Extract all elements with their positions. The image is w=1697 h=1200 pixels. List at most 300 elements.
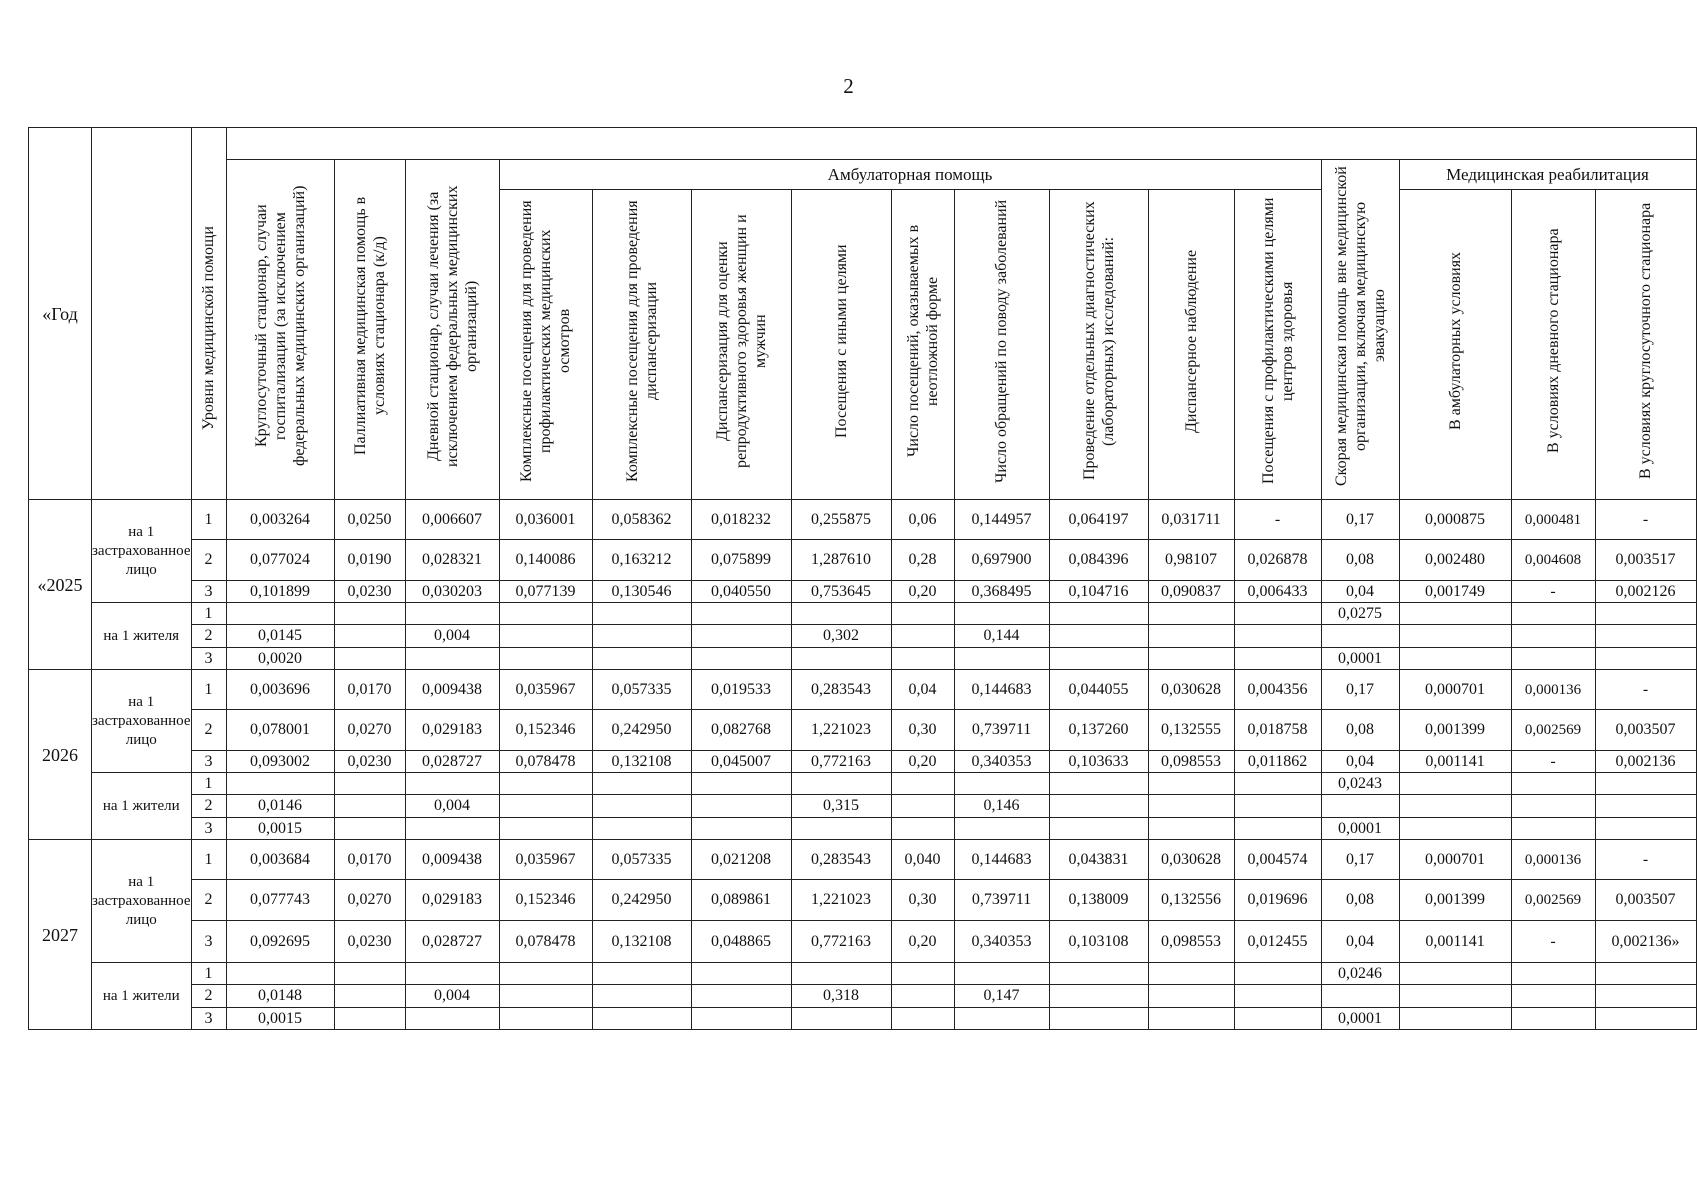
value-cell: 0,302	[791, 625, 891, 648]
value-cell	[1049, 603, 1148, 625]
value-cell: 0,001141	[1399, 921, 1511, 963]
value-cell	[954, 603, 1049, 625]
value-cell: 0,0246	[1321, 963, 1399, 985]
value-cell	[1595, 773, 1696, 795]
value-cell: 0,138009	[1049, 880, 1148, 921]
value-cell: 1,221023	[791, 710, 891, 751]
value-cell: 0,0190	[334, 540, 405, 581]
value-cell	[1148, 1008, 1234, 1030]
value-cell	[1049, 985, 1148, 1008]
table-row	[29, 773, 1697, 795]
value-cell	[691, 603, 791, 625]
value-cell: 0,0020	[226, 648, 334, 670]
value-cell: 0,0146	[226, 795, 334, 818]
value-cell: 0,003684	[226, 840, 334, 880]
value-cell: 0,0001	[1321, 818, 1399, 840]
value-cell	[405, 963, 499, 985]
value-cell: 0,132108	[592, 751, 691, 773]
value-cell	[334, 1008, 405, 1030]
value-cell	[891, 625, 954, 648]
value-cell: 0,021208	[691, 840, 791, 880]
value-cell: 0,002569	[1511, 880, 1595, 921]
value-cell: 0,0170	[334, 670, 405, 710]
value-cell	[1595, 963, 1696, 985]
value-cell: -	[1511, 921, 1595, 963]
value-cell: 0,001399	[1399, 710, 1511, 751]
value-cell: 0,003507	[1595, 880, 1696, 921]
value-cell: 0,20	[891, 581, 954, 603]
value-cell: 0,012455	[1234, 921, 1321, 963]
value-cell: -	[1595, 670, 1696, 710]
value-cell: 0,004	[405, 985, 499, 1008]
value-cell: 0,0230	[334, 581, 405, 603]
value-cell	[1399, 773, 1511, 795]
col-head-5: Диспансеризация для оценки репродуктивного здоровья женщин и мужчин	[691, 190, 791, 500]
value-cell: 0,0170	[334, 840, 405, 880]
per-resident-label: на 1 жителя	[92, 603, 192, 670]
level-cell: 1	[191, 773, 226, 795]
col-head-0: Круглосуточный стационар, случаи госпитализации (за исключением федеральных медицинских организаций)	[226, 160, 334, 500]
value-cell: 0,000701	[1399, 840, 1511, 880]
value-cell: 0,040	[891, 840, 954, 880]
per-resident-label: на 1 жители	[92, 773, 192, 840]
value-cell	[691, 773, 791, 795]
value-cell: 0,739711	[954, 880, 1049, 921]
value-cell: 0,0230	[334, 921, 405, 963]
value-cell	[1049, 795, 1148, 818]
col-head-1: Паллиативная медицинская помощь в условиях стационара (к/д)	[334, 160, 405, 500]
value-cell: 0,340353	[954, 751, 1049, 773]
value-cell: 0,077139	[499, 581, 592, 603]
col-head-3: Комплексные посещения для проведения профилактических медицинских осмотров	[499, 190, 592, 500]
value-cell	[954, 773, 1049, 795]
value-cell: 0,019533	[691, 670, 791, 710]
value-cell: 0,043831	[1049, 840, 1148, 880]
value-cell: 0,000481	[1511, 500, 1595, 540]
value-cell: 0,772163	[791, 751, 891, 773]
value-cell: 0,004	[405, 795, 499, 818]
value-cell	[954, 1008, 1049, 1030]
value-cell	[791, 818, 891, 840]
value-cell: 0,146	[954, 795, 1049, 818]
value-cell	[499, 795, 592, 818]
value-cell	[1234, 625, 1321, 648]
value-cell: 0,242950	[592, 710, 691, 751]
value-cell	[1399, 1008, 1511, 1030]
value-cell	[1148, 773, 1234, 795]
value-cell	[691, 648, 791, 670]
col-head-10: Диспансерное наблюдение	[1148, 190, 1234, 500]
value-cell: 0,090837	[1148, 581, 1234, 603]
value-cell: 0,144957	[954, 500, 1049, 540]
table-row	[29, 985, 1697, 1008]
value-cell	[691, 1008, 791, 1030]
col-head-6: Посещения с иными целями	[791, 190, 891, 500]
value-cell: 0,002136»	[1595, 921, 1696, 963]
value-cell	[1321, 625, 1399, 648]
value-cell: 0,08	[1321, 710, 1399, 751]
value-cell: 0,029183	[405, 710, 499, 751]
value-cell: 0,17	[1321, 500, 1399, 540]
value-cell: 0,002136	[1595, 751, 1696, 773]
value-cell	[1511, 773, 1595, 795]
value-cell: 0,000701	[1399, 670, 1511, 710]
per-resident-label: на 1 жители	[92, 963, 192, 1030]
value-cell: 0,0275	[1321, 603, 1399, 625]
value-cell	[499, 603, 592, 625]
value-cell: 0,030628	[1148, 840, 1234, 880]
value-cell: 0,001141	[1399, 751, 1511, 773]
level-cell: 1	[191, 963, 226, 985]
col-head-12: Скорая медицинская помощь вне медицинской организации, включая медицинскую эвакуацию	[1321, 160, 1399, 500]
value-cell: 0,17	[1321, 670, 1399, 710]
value-cell: 1,287610	[791, 540, 891, 581]
level-cell: 2	[191, 540, 226, 581]
value-cell: 0,20	[891, 921, 954, 963]
table-row	[29, 963, 1697, 985]
value-cell: 0,018232	[691, 500, 791, 540]
per-insured-label: на 1 застрахованное лицо	[92, 500, 192, 603]
value-cell: 0,140086	[499, 540, 592, 581]
value-cell: 0,002569	[1511, 710, 1595, 751]
value-cell: 0,028727	[405, 751, 499, 773]
level-cell: 3	[191, 751, 226, 773]
value-cell	[592, 1008, 691, 1030]
value-cell	[954, 818, 1049, 840]
value-cell: 0,002126	[1595, 581, 1696, 603]
value-cell	[405, 603, 499, 625]
value-cell	[334, 963, 405, 985]
table-row	[29, 581, 1697, 603]
value-cell	[1511, 963, 1595, 985]
value-cell	[499, 773, 592, 795]
value-cell	[334, 773, 405, 795]
value-cell	[1595, 1008, 1696, 1030]
value-cell: 0,009438	[405, 670, 499, 710]
table-row	[29, 921, 1697, 963]
value-cell	[1148, 625, 1234, 648]
value-cell: 0,04	[1321, 921, 1399, 963]
level-cell: 1	[191, 670, 226, 710]
value-cell	[1399, 963, 1511, 985]
col-head-14: В условиях дневного стационара	[1511, 190, 1595, 500]
page-number: 2	[843, 74, 854, 98]
value-cell	[1511, 625, 1595, 648]
value-cell: 0,06	[891, 500, 954, 540]
value-cell: 0,04	[891, 670, 954, 710]
table-row	[29, 670, 1697, 710]
value-cell	[1049, 773, 1148, 795]
table-row	[29, 840, 1697, 880]
year-header: «Год	[29, 128, 92, 500]
year-cell: 2027	[29, 840, 92, 1030]
value-cell	[1399, 795, 1511, 818]
value-cell	[791, 773, 891, 795]
value-cell	[1511, 648, 1595, 670]
value-cell	[334, 985, 405, 1008]
value-cell: 0,001749	[1399, 581, 1511, 603]
value-cell: 0,035967	[499, 670, 592, 710]
value-cell: 0,20	[891, 751, 954, 773]
value-cell	[691, 795, 791, 818]
value-cell: 0,098553	[1148, 921, 1234, 963]
value-cell: 0,152346	[499, 710, 592, 751]
medical-care-volume-table	[28, 127, 1697, 1030]
value-cell	[954, 963, 1049, 985]
value-cell	[1234, 795, 1321, 818]
value-cell: -	[1511, 751, 1595, 773]
value-cell	[499, 625, 592, 648]
value-cell	[1148, 795, 1234, 818]
value-cell: 0,036001	[499, 500, 592, 540]
value-cell: 0,011862	[1234, 751, 1321, 773]
value-cell: 0,242950	[592, 880, 691, 921]
value-cell: 0,163212	[592, 540, 691, 581]
value-cell: 0,144683	[954, 840, 1049, 880]
value-cell: 0,057335	[592, 840, 691, 880]
value-cell	[1399, 985, 1511, 1008]
value-cell	[405, 818, 499, 840]
value-cell	[1234, 818, 1321, 840]
value-cell: 0,137260	[1049, 710, 1148, 751]
table-row	[29, 603, 1697, 625]
value-cell	[1049, 648, 1148, 670]
value-cell: 0,130546	[592, 581, 691, 603]
table-row	[29, 795, 1697, 818]
value-cell	[954, 648, 1049, 670]
value-cell: 0,0250	[334, 500, 405, 540]
value-cell	[1148, 985, 1234, 1008]
value-cell: 0,098553	[1148, 751, 1234, 773]
level-cell: 3	[191, 818, 226, 840]
value-cell: 0,029183	[405, 880, 499, 921]
value-cell: 0,075899	[691, 540, 791, 581]
table-row	[29, 818, 1697, 840]
value-cell: -	[1511, 581, 1595, 603]
value-cell: 0,144	[954, 625, 1049, 648]
value-cell: 0,144683	[954, 670, 1049, 710]
value-cell	[1049, 963, 1148, 985]
value-cell	[226, 603, 334, 625]
value-cell: 0,004574	[1234, 840, 1321, 880]
value-cell: 0,028321	[405, 540, 499, 581]
value-cell: 0,772163	[791, 921, 891, 963]
value-cell	[1234, 603, 1321, 625]
value-cell: 0,001399	[1399, 880, 1511, 921]
per-insured-label: на 1 застрахованное лицо	[92, 670, 192, 773]
value-cell: 0,104716	[1049, 581, 1148, 603]
value-cell: -	[1595, 840, 1696, 880]
value-cell: 0,026878	[1234, 540, 1321, 581]
value-cell: 0,057335	[592, 670, 691, 710]
value-cell	[1595, 603, 1696, 625]
value-cell	[405, 1008, 499, 1030]
value-cell	[1511, 603, 1595, 625]
value-cell: 0,092695	[226, 921, 334, 963]
value-cell: 0,078478	[499, 921, 592, 963]
value-cell: 0,058362	[592, 500, 691, 540]
value-cell: 0,030628	[1148, 670, 1234, 710]
col-head-7: Число посещений, оказываемых в неотложной форме	[891, 190, 954, 500]
value-cell	[226, 773, 334, 795]
value-cell: 0,048865	[691, 921, 791, 963]
value-cell	[691, 818, 791, 840]
value-cell: 0,0230	[334, 751, 405, 773]
unit-header	[92, 128, 192, 500]
value-cell	[691, 963, 791, 985]
level-cell: 3	[191, 1008, 226, 1030]
value-cell	[592, 795, 691, 818]
value-cell: 0,031711	[1148, 500, 1234, 540]
value-cell: 0,08	[1321, 880, 1399, 921]
value-cell	[791, 648, 891, 670]
table-row	[29, 625, 1697, 648]
level-cell: 2	[191, 985, 226, 1008]
value-cell	[891, 773, 954, 795]
value-cell: 0,002480	[1399, 540, 1511, 581]
level-cell: 3	[191, 648, 226, 670]
value-cell	[592, 818, 691, 840]
value-cell	[1234, 648, 1321, 670]
value-cell: 0,739711	[954, 710, 1049, 751]
value-cell: 0,0015	[226, 1008, 334, 1030]
value-cell: 0,30	[891, 880, 954, 921]
value-cell: 0,044055	[1049, 670, 1148, 710]
value-cell	[1595, 795, 1696, 818]
value-cell	[1321, 985, 1399, 1008]
value-cell	[1399, 818, 1511, 840]
value-cell: 0,697900	[954, 540, 1049, 581]
value-cell: 0,315	[791, 795, 891, 818]
value-cell: 0,006607	[405, 500, 499, 540]
value-cell: 1,221023	[791, 880, 891, 921]
value-cell	[1049, 1008, 1148, 1030]
value-cell	[1595, 985, 1696, 1008]
value-cell	[499, 1008, 592, 1030]
level-cell: 2	[191, 710, 226, 751]
value-cell	[592, 985, 691, 1008]
value-cell	[334, 625, 405, 648]
value-cell	[891, 1008, 954, 1030]
value-cell: 0,30	[891, 710, 954, 751]
value-cell	[1595, 648, 1696, 670]
value-cell: 0,283543	[791, 670, 891, 710]
value-cell: 0,084396	[1049, 540, 1148, 581]
value-cell: -	[1595, 500, 1696, 540]
value-cell: 0,077024	[226, 540, 334, 581]
level-cell: 2	[191, 795, 226, 818]
value-cell: -	[1234, 500, 1321, 540]
value-cell: 0,003507	[1595, 710, 1696, 751]
value-cell	[405, 773, 499, 795]
value-cell	[891, 648, 954, 670]
value-cell: 0,004608	[1511, 540, 1595, 581]
value-cell: 0,101899	[226, 581, 334, 603]
value-cell	[691, 985, 791, 1008]
value-cell: 0,078001	[226, 710, 334, 751]
value-cell	[691, 625, 791, 648]
value-cell: 0,045007	[691, 751, 791, 773]
value-cell	[1049, 818, 1148, 840]
value-cell	[334, 818, 405, 840]
level-cell: 1	[191, 840, 226, 880]
value-cell: 0,035967	[499, 840, 592, 880]
value-cell	[1511, 985, 1595, 1008]
level-cell: 2	[191, 625, 226, 648]
col-head-15: В условиях круглосуточного стационара	[1595, 190, 1696, 500]
value-cell	[791, 603, 891, 625]
value-cell: 0,0243	[1321, 773, 1399, 795]
value-cell	[405, 648, 499, 670]
value-cell: 0,0001	[1321, 648, 1399, 670]
table-row	[29, 751, 1697, 773]
value-cell: 0,152346	[499, 880, 592, 921]
value-cell: 0,003517	[1595, 540, 1696, 581]
value-cell: 0,077743	[226, 880, 334, 921]
value-cell: 0,030203	[405, 581, 499, 603]
value-cell: 0,0001	[1321, 1008, 1399, 1030]
value-cell: 0,28	[891, 540, 954, 581]
header-top-band	[226, 128, 1696, 160]
value-cell: 0,147	[954, 985, 1049, 1008]
value-cell: 0,006433	[1234, 581, 1321, 603]
value-cell: 0,132108	[592, 921, 691, 963]
value-cell: 0,004356	[1234, 670, 1321, 710]
value-cell: 0,000875	[1399, 500, 1511, 540]
value-cell	[592, 963, 691, 985]
value-cell	[1049, 625, 1148, 648]
table-row	[29, 648, 1697, 670]
value-cell: 0,093002	[226, 751, 334, 773]
value-cell	[791, 1008, 891, 1030]
value-cell: 0,0148	[226, 985, 334, 1008]
value-cell	[891, 818, 954, 840]
year-cell: «2025	[29, 500, 92, 670]
col-head-9: Проведение отдельных диагностических (лабораторных) исследований:	[1049, 190, 1148, 500]
value-cell	[334, 603, 405, 625]
level-cell: 3	[191, 581, 226, 603]
value-cell	[1399, 603, 1511, 625]
value-cell: 0,98107	[1148, 540, 1234, 581]
col-head-13: В амбулаторных условиях	[1399, 190, 1511, 500]
value-cell	[1511, 795, 1595, 818]
value-cell: 0,04	[1321, 751, 1399, 773]
value-cell	[1234, 773, 1321, 795]
year-cell: 2026	[29, 670, 92, 840]
value-cell	[1148, 818, 1234, 840]
value-cell	[1511, 1008, 1595, 1030]
value-cell	[1148, 603, 1234, 625]
value-cell: 0,018758	[1234, 710, 1321, 751]
value-cell: 0,368495	[954, 581, 1049, 603]
value-cell: 0,009438	[405, 840, 499, 880]
col-head-4: Комплексные посещения для проведения диспансеризации	[592, 190, 691, 500]
value-cell: 0,089861	[691, 880, 791, 921]
value-cell	[1234, 1008, 1321, 1030]
value-cell: 0,08	[1321, 540, 1399, 581]
value-cell	[1595, 818, 1696, 840]
value-cell: 0,283543	[791, 840, 891, 880]
value-cell	[592, 603, 691, 625]
value-cell	[592, 648, 691, 670]
value-cell: 0,255875	[791, 500, 891, 540]
value-cell: 0,078478	[499, 751, 592, 773]
value-cell	[592, 773, 691, 795]
value-cell: 0,082768	[691, 710, 791, 751]
value-cell	[1511, 818, 1595, 840]
table-row	[29, 880, 1697, 921]
levels-header: Уровни медицинской помощи	[191, 128, 226, 500]
